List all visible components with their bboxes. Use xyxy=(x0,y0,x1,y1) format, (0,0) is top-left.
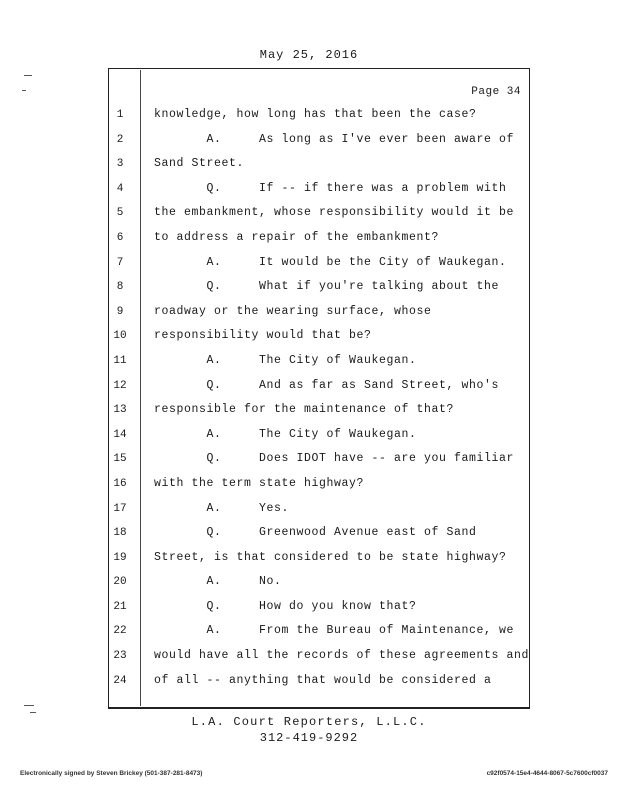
transcript-line xyxy=(108,300,528,325)
transcript-line xyxy=(108,669,528,694)
line-text: roadway or the wearing surface, whose xyxy=(154,304,432,318)
electronic-signature-note: Electronically signed by Steven Brickey (501-387-281-8473) xyxy=(20,770,203,777)
line-text: Q. How do you know that? xyxy=(154,599,417,613)
line-text: A. From the Bureau of Maintenance, we xyxy=(154,624,515,638)
line-number: 22 xyxy=(113,625,127,638)
transcript-line xyxy=(108,619,528,644)
scan-mark xyxy=(30,712,36,713)
line-number: 3 xyxy=(116,158,124,171)
transcript-line xyxy=(108,103,528,128)
transcript-line xyxy=(108,201,528,226)
deposition-date: May 25, 2016 xyxy=(259,48,359,62)
line-number: 16 xyxy=(113,477,127,490)
line-number: 14 xyxy=(113,428,127,441)
line-number: 12 xyxy=(113,379,127,392)
line-text: Q. What if you're talking about the xyxy=(154,280,500,294)
line-text: Sand Street. xyxy=(154,157,245,171)
line-number: 23 xyxy=(113,650,127,663)
court-reporter-name: L.A. Court Reporters, L.L.C. xyxy=(191,715,427,729)
line-text: Q. Does IDOT have -- are you familiar xyxy=(154,452,515,466)
line-text: would have all the records of these agreements and xyxy=(154,649,530,663)
line-number: 20 xyxy=(113,576,127,589)
transcript-line xyxy=(108,128,528,153)
line-number: 19 xyxy=(113,551,127,564)
line-number: 10 xyxy=(113,330,127,343)
line-number: 9 xyxy=(116,305,124,318)
line-text: A. No. xyxy=(154,575,282,589)
transcript-line xyxy=(108,472,528,497)
line-number: 7 xyxy=(116,256,124,269)
transcript-line xyxy=(108,152,528,177)
transcript-line xyxy=(108,546,528,571)
scan-mark xyxy=(22,90,26,91)
line-text: Q. Greenwood Avenue east of Sand xyxy=(154,526,477,540)
page-number: Page 34 xyxy=(471,86,521,98)
line-text: of all -- anything that would be considered a xyxy=(154,673,492,687)
line-number: 24 xyxy=(113,674,127,687)
line-text: A. Yes. xyxy=(154,501,290,515)
line-text: Q. If -- if there was a problem with xyxy=(154,181,507,195)
line-number: 4 xyxy=(116,182,124,195)
transcript-line xyxy=(108,570,528,595)
line-number: 6 xyxy=(116,231,124,244)
document-id: c92f0574-15e4-4644-8067-5c7600cf0037 xyxy=(486,770,608,777)
transcript-line xyxy=(108,251,528,276)
line-number: 2 xyxy=(116,133,124,146)
transcript-line xyxy=(108,275,528,300)
line-text: A. As long as I've ever been aware of xyxy=(154,132,515,146)
transcript-line xyxy=(108,521,528,546)
transcript-line xyxy=(108,226,528,251)
transcript-line xyxy=(108,497,528,522)
transcript-line xyxy=(108,423,528,448)
scan-mark xyxy=(24,75,32,76)
line-text: to address a repair of the embankment? xyxy=(154,230,440,244)
line-text: A. The City of Waukegan. xyxy=(154,353,417,367)
transcript-line xyxy=(108,644,528,669)
line-text: Q. And as far as Sand Street, who's xyxy=(154,378,500,392)
transcript-line xyxy=(108,447,528,472)
line-number: 11 xyxy=(113,354,127,367)
transcript-line xyxy=(108,324,528,349)
line-text: with the term state highway? xyxy=(154,476,365,490)
line-number: 5 xyxy=(116,207,124,220)
line-text: Street, is that considered to be state highway? xyxy=(154,550,507,564)
line-number: 1 xyxy=(116,109,124,121)
scan-mark xyxy=(24,705,34,706)
line-number: 8 xyxy=(116,281,124,294)
line-number: 21 xyxy=(113,600,127,613)
transcript-line xyxy=(108,374,528,399)
line-number: 18 xyxy=(113,527,127,540)
transcript-line xyxy=(108,177,528,202)
line-text: A. It would be the City of Waukegan. xyxy=(154,255,507,269)
line-number: 13 xyxy=(113,404,127,417)
line-text: responsible for the maintenance of that? xyxy=(154,403,455,417)
transcript-line xyxy=(108,398,528,423)
line-number: 15 xyxy=(113,453,127,466)
line-text: responsibility would that be? xyxy=(154,329,372,343)
line-number: 17 xyxy=(113,502,127,515)
transcript-line xyxy=(108,349,528,374)
line-text: the embankment, whose responsibility would it be xyxy=(154,206,515,220)
line-text: A. The City of Waukegan. xyxy=(154,427,417,441)
line-text: knowledge, how long has that been the case? xyxy=(154,108,477,121)
court-reporter-phone: 312-419-9292 xyxy=(259,731,359,745)
transcript-line xyxy=(108,595,528,620)
transcript-lines xyxy=(108,103,528,693)
